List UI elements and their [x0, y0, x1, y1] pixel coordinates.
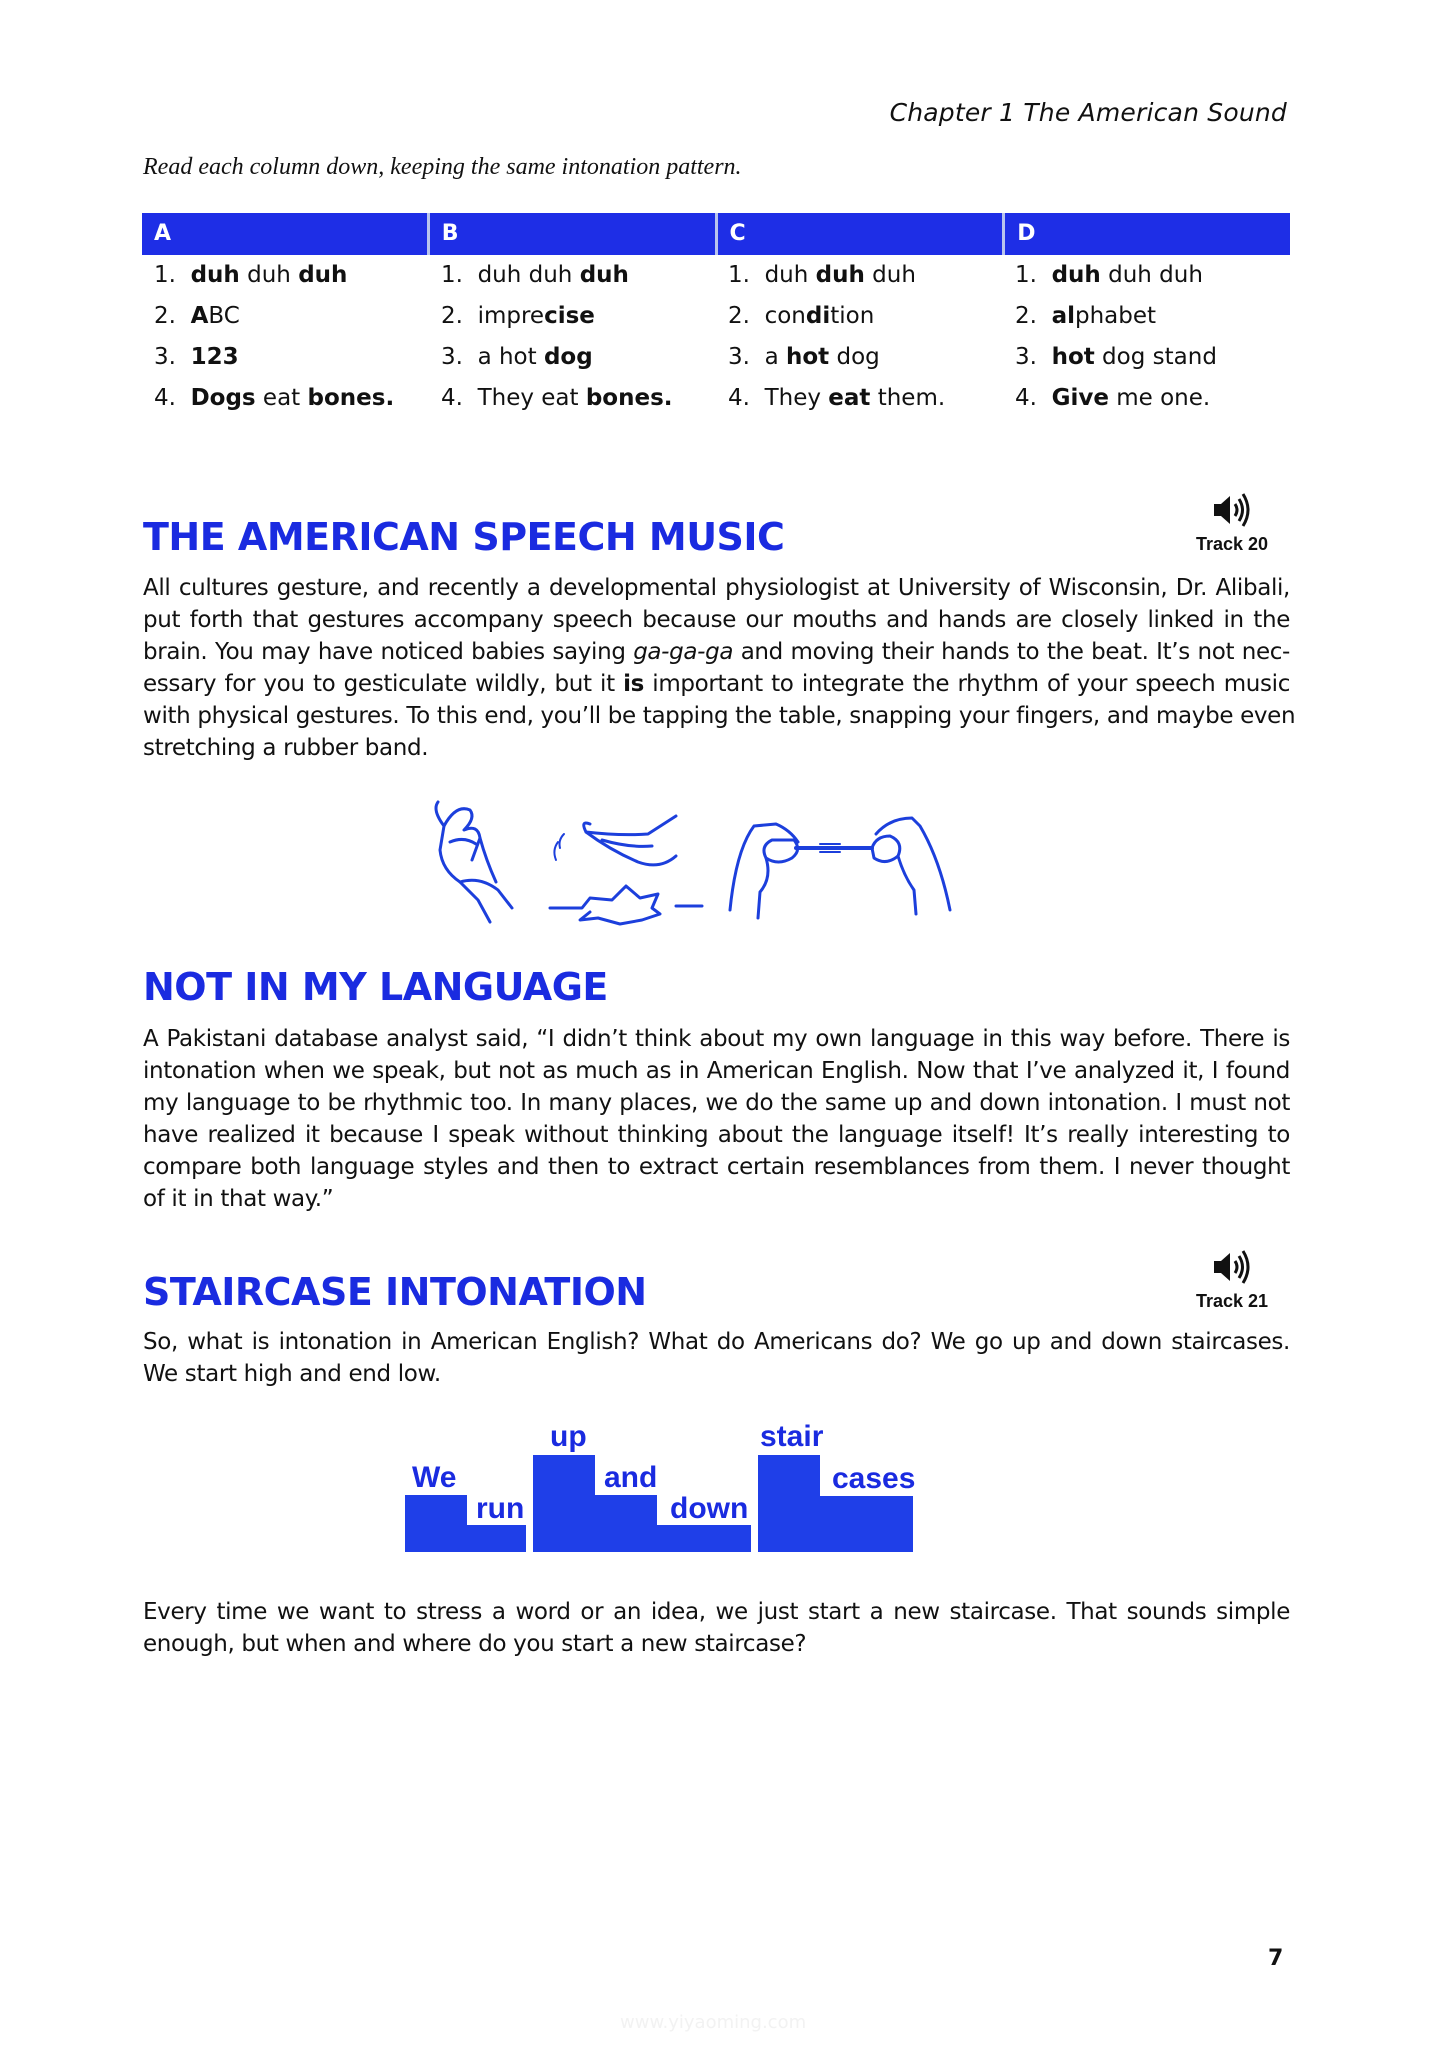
column-header-a: A — [142, 213, 430, 255]
text-line: enough, but when and where do you start a new staircase? — [143, 1631, 807, 1657]
text-line: stretching a rubber band. — [143, 735, 429, 761]
drill-column-b — [429, 255, 716, 419]
track-label: Track 21 — [1195, 1291, 1269, 1311]
drill-item: 4. They eat them. — [728, 385, 946, 411]
track-label: Track 20 — [1195, 534, 1269, 554]
drill-column-a — [142, 255, 429, 419]
drill-item: 3. 123 — [154, 344, 239, 370]
exercise-instruction: Read each column down, keeping the same intonation pattern. — [143, 154, 742, 180]
drill-item: 1. duh duh duh — [1015, 262, 1203, 288]
section-title-staircase: STAIRCASE INTONATION — [143, 1270, 647, 1314]
drill-item: 4. Dogs eat bones. — [154, 385, 395, 411]
column-header-d: D — [1005, 213, 1290, 255]
text-line: of it in that way.” — [143, 1186, 334, 1212]
paragraph-not-my-language — [143, 1023, 1290, 1215]
text-line: All cultures gesture, and recently a developmental physiologist at University of Wisconsin, Dr. Alibali, — [143, 575, 1290, 601]
text-line: We start high and end low. — [143, 1361, 441, 1387]
drill-column-d — [1003, 255, 1290, 419]
text-line: essary for you to gesticulate wildly, but it is important to integrate the rhythm of your speech music — [143, 671, 1290, 697]
text-line: put forth that gestures accompany speech because our mouths and hands are closely linked in the — [143, 607, 1290, 633]
drill-item: 1. duh duh duh — [154, 262, 348, 288]
tapping-table-drawing — [550, 816, 702, 924]
drill-item: 3. a hot dog — [728, 344, 880, 370]
stair-word-and: and — [604, 1461, 658, 1494]
text-line: So, what is intonation in American English? What do Americans do? We go up and down staircases. — [143, 1329, 1290, 1355]
running-head: Chapter 1 The American Sound — [889, 98, 1287, 127]
text-line: brain. You may have noticed babies saying ga-ga-ga and moving their hands to the beat. It’s not nec- — [143, 639, 1290, 665]
paragraph-staircase-closing — [143, 1596, 1290, 1660]
snapping-fingers-drawing — [436, 802, 512, 922]
drill-item: 4. Give me one. — [1015, 385, 1211, 411]
stair-word-run: run — [476, 1492, 525, 1525]
drill-column-c — [716, 255, 1003, 419]
page-number: 7 — [1268, 1946, 1284, 1971]
paragraph-speech-music — [143, 572, 1296, 764]
staircase-diagram — [400, 1415, 1040, 1575]
drill-item: 2. condition — [728, 303, 875, 329]
stair-word-cases: cases — [832, 1462, 916, 1495]
stretching-rubber-band-drawing — [730, 818, 950, 918]
drill-table-header — [142, 213, 1290, 255]
drill-item: 3. hot dog stand — [1015, 344, 1217, 370]
text-line: my language to be rhythmic too. In many places, we do the same up and down intonation. I must not — [143, 1090, 1290, 1116]
drill-item: 2. imprecise — [441, 303, 595, 329]
drill-item: 1. duh duh duh — [728, 262, 916, 288]
column-header-b: B — [430, 213, 718, 255]
text-line: have realized it because I speak without thinking about the language itself! It’s really interesting to — [143, 1122, 1290, 1148]
text-line: Every time we want to stress a word or an idea, we just start a new staircase. That sounds simple — [143, 1599, 1290, 1625]
text-line: compare both language styles and then to extract certain resemblances from them. I never thought — [143, 1154, 1290, 1180]
drill-item: 2. ABC — [154, 303, 240, 329]
speaker-icon — [1210, 490, 1254, 530]
text-line: A Pakistani database analyst said, “I didn’t think about my own language in this way before. There is — [143, 1026, 1290, 1052]
drill-item: 4. They eat bones. — [441, 385, 673, 411]
drill-item: 2. alphabet — [1015, 303, 1157, 329]
text-line: intonation when we speak, but not as much as in American English. Now that I’ve analyzed it, I found — [143, 1058, 1290, 1084]
drill-table-body — [142, 255, 1290, 419]
stair-word-down: down — [670, 1492, 749, 1525]
column-header-c: C — [718, 213, 1006, 255]
drill-item: 1. duh duh duh — [441, 262, 629, 288]
text-line: with physical gestures. To this end, you’ll be tapping the table, snapping your fingers, and maybe even — [143, 703, 1296, 729]
intonation-drill-table — [142, 213, 1290, 419]
audio-track-20[interactable] — [1187, 490, 1277, 555]
watermark: www.yiyaoming.com — [620, 2012, 807, 2033]
stair-word-up: up — [550, 1420, 587, 1453]
section-title-not-my-language: NOT IN MY LANGUAGE — [143, 965, 608, 1009]
section-title-speech-music: THE AMERICAN SPEECH MUSIC — [143, 515, 785, 559]
stair-word-stair: stair — [760, 1420, 824, 1453]
paragraph-staircase-intro — [143, 1326, 1290, 1390]
audio-track-21[interactable] — [1187, 1247, 1277, 1312]
stair-word-we: We — [412, 1461, 457, 1494]
drill-item: 3. a hot dog — [441, 344, 593, 370]
speaker-icon — [1210, 1247, 1254, 1287]
gesture-illustration — [420, 790, 1020, 930]
